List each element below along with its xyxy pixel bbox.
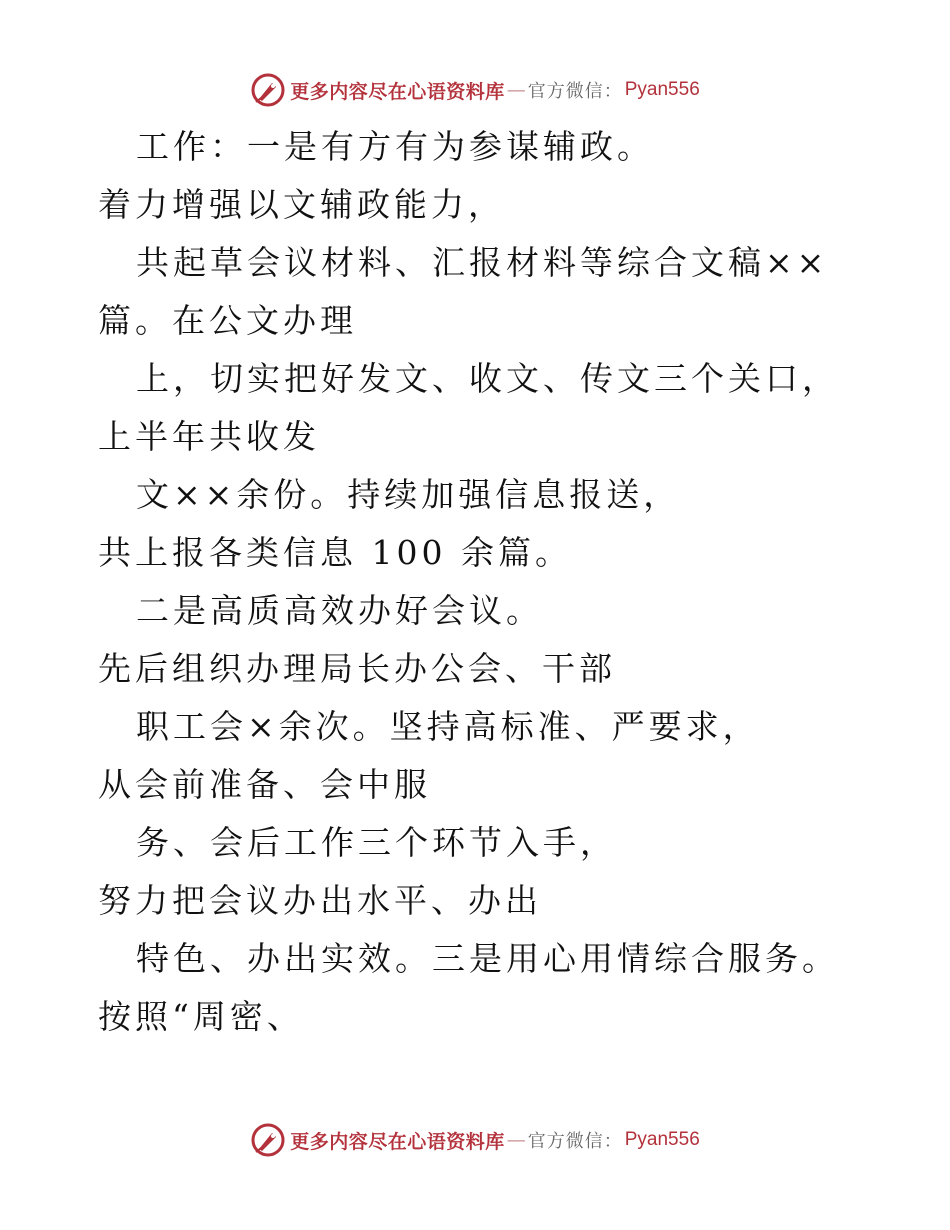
header-banner	[0, 70, 950, 110]
pen-nib-logo-icon	[250, 1122, 286, 1158]
document-body	[98, 118, 858, 1046]
paragraph: 务、会后工作三个环节入手，努力把会议办出水平、办出	[98, 823, 617, 920]
footer-site-text: 更多内容尽在心语资料库	[290, 1130, 505, 1153]
header-site-text: 更多内容尽在心语资料库	[290, 80, 505, 103]
header-dash: —	[506, 79, 526, 101]
paragraph: 上，切实把好发文、收文、传文三个关口，上半年共收发	[98, 359, 839, 456]
paragraph: 职工会×余次。坚持高标准、严要求，从会前准备、会中服	[98, 707, 760, 804]
paragraph: 文××余份。持续加强信息报送，共上报各类信息 100 余篇。	[98, 475, 681, 572]
header-wechat-id: Pyan556	[624, 79, 700, 100]
paragraph: 工作：一是有方有为参谋辅政。着力增强以文辅政能力，	[98, 127, 654, 224]
footer-wechat-id: Pyan556	[624, 1129, 700, 1150]
paragraph: 二是高质高效办好会议。先后组织办理局长办公会、干部	[98, 591, 616, 688]
footer-banner	[0, 1120, 950, 1160]
paragraph: 特色、办出实效。三是用心用情综合服务。按照“周密、	[98, 939, 839, 1036]
pen-nib-logo-icon	[250, 72, 286, 108]
footer-official-label: 官方微信：	[527, 1131, 623, 1152]
header-official-label: 官方微信：	[527, 81, 623, 102]
footer-dash: —	[506, 1129, 526, 1151]
paragraph: 共起草会议材料、汇报材料等综合文稿××篇。在公文办理	[98, 243, 829, 340]
